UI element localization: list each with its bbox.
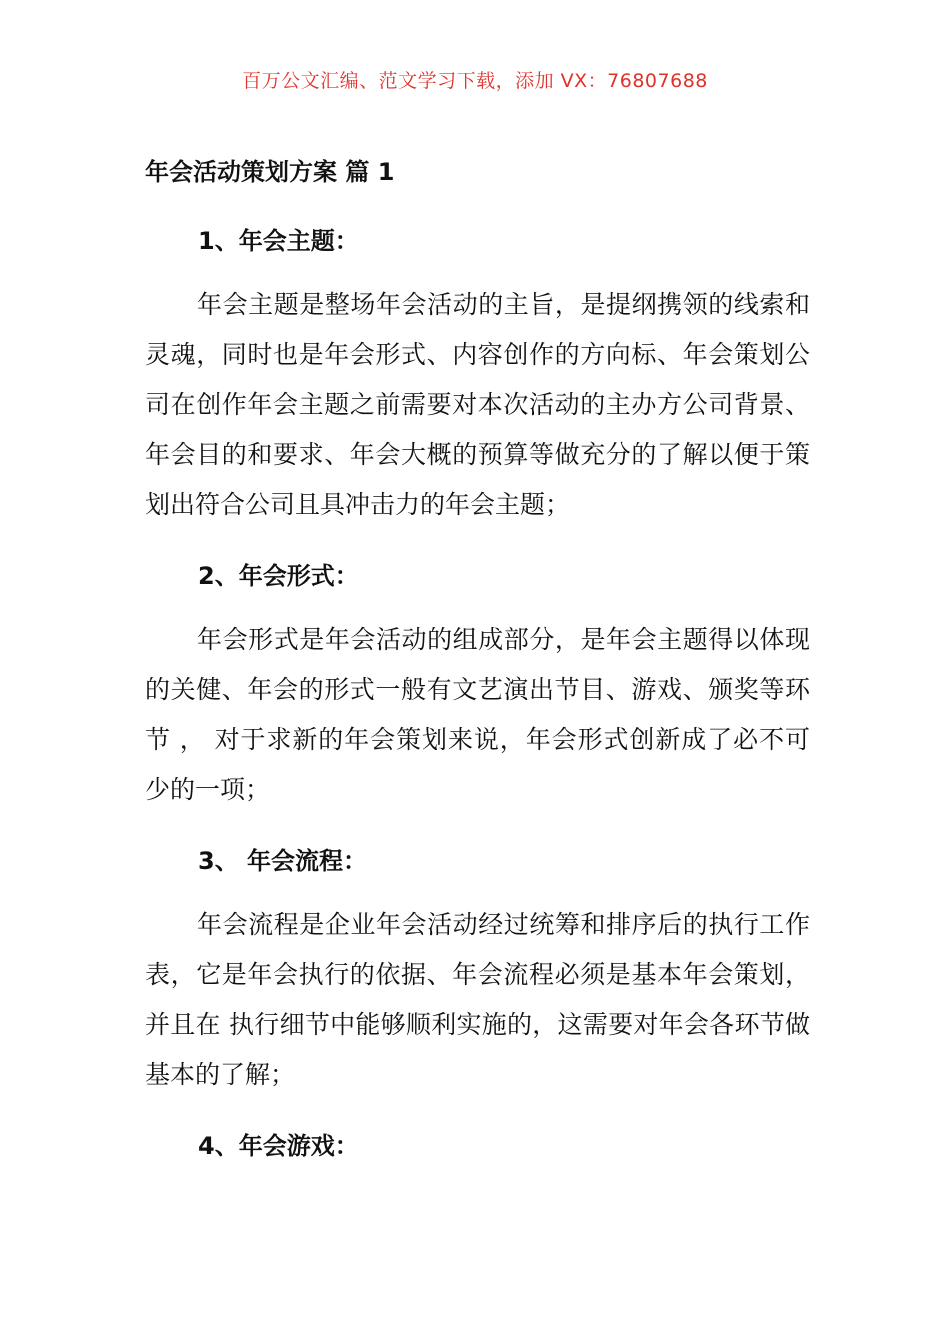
section-heading-process: 3、 年会流程： [198, 847, 368, 875]
section-heading-theme: 1、年会主题： [198, 227, 359, 255]
header-watermark-note: 百万公文汇编、范文学习下载，添加 VX：76807688 [242, 70, 708, 92]
section-heading-games: 4、年会游戏： [198, 1132, 359, 1160]
document-title: 年会活动策划方案 篇 1 [145, 158, 395, 186]
section-body-format: 年会形式是年会活动的组成部分，是年会主题得以体现的关健、年会的形式一般有文艺演出节目、游戏、颁奖等环节 ， 对于求新的年会策划来说，年会形式创新成了必不可少的一项； [145, 625, 810, 804]
section-heading-format: 2、年会形式： [198, 562, 359, 590]
section-body-theme: 年会主题是整场年会活动的主旨，是提纲携领的线索和灵魂，同时也是年会形式、内容创作的方向标、年会策划公司在创作年会主题之前需要对本次活动的主办方公司背景、年会目的和要求、年会大概的预算等做充分的了解以便于策划出符合公司且具冲击力的年会主题； [145, 290, 810, 519]
section-body-process: 年会流程是企业年会活动经过统筹和排序后的执行工作表，它是年会执行的依据、年会流程必须是基本年会策划，并且在 执行细节中能够顺利实施的，这需要对年会各环节做基本的了解； [145, 910, 810, 1089]
